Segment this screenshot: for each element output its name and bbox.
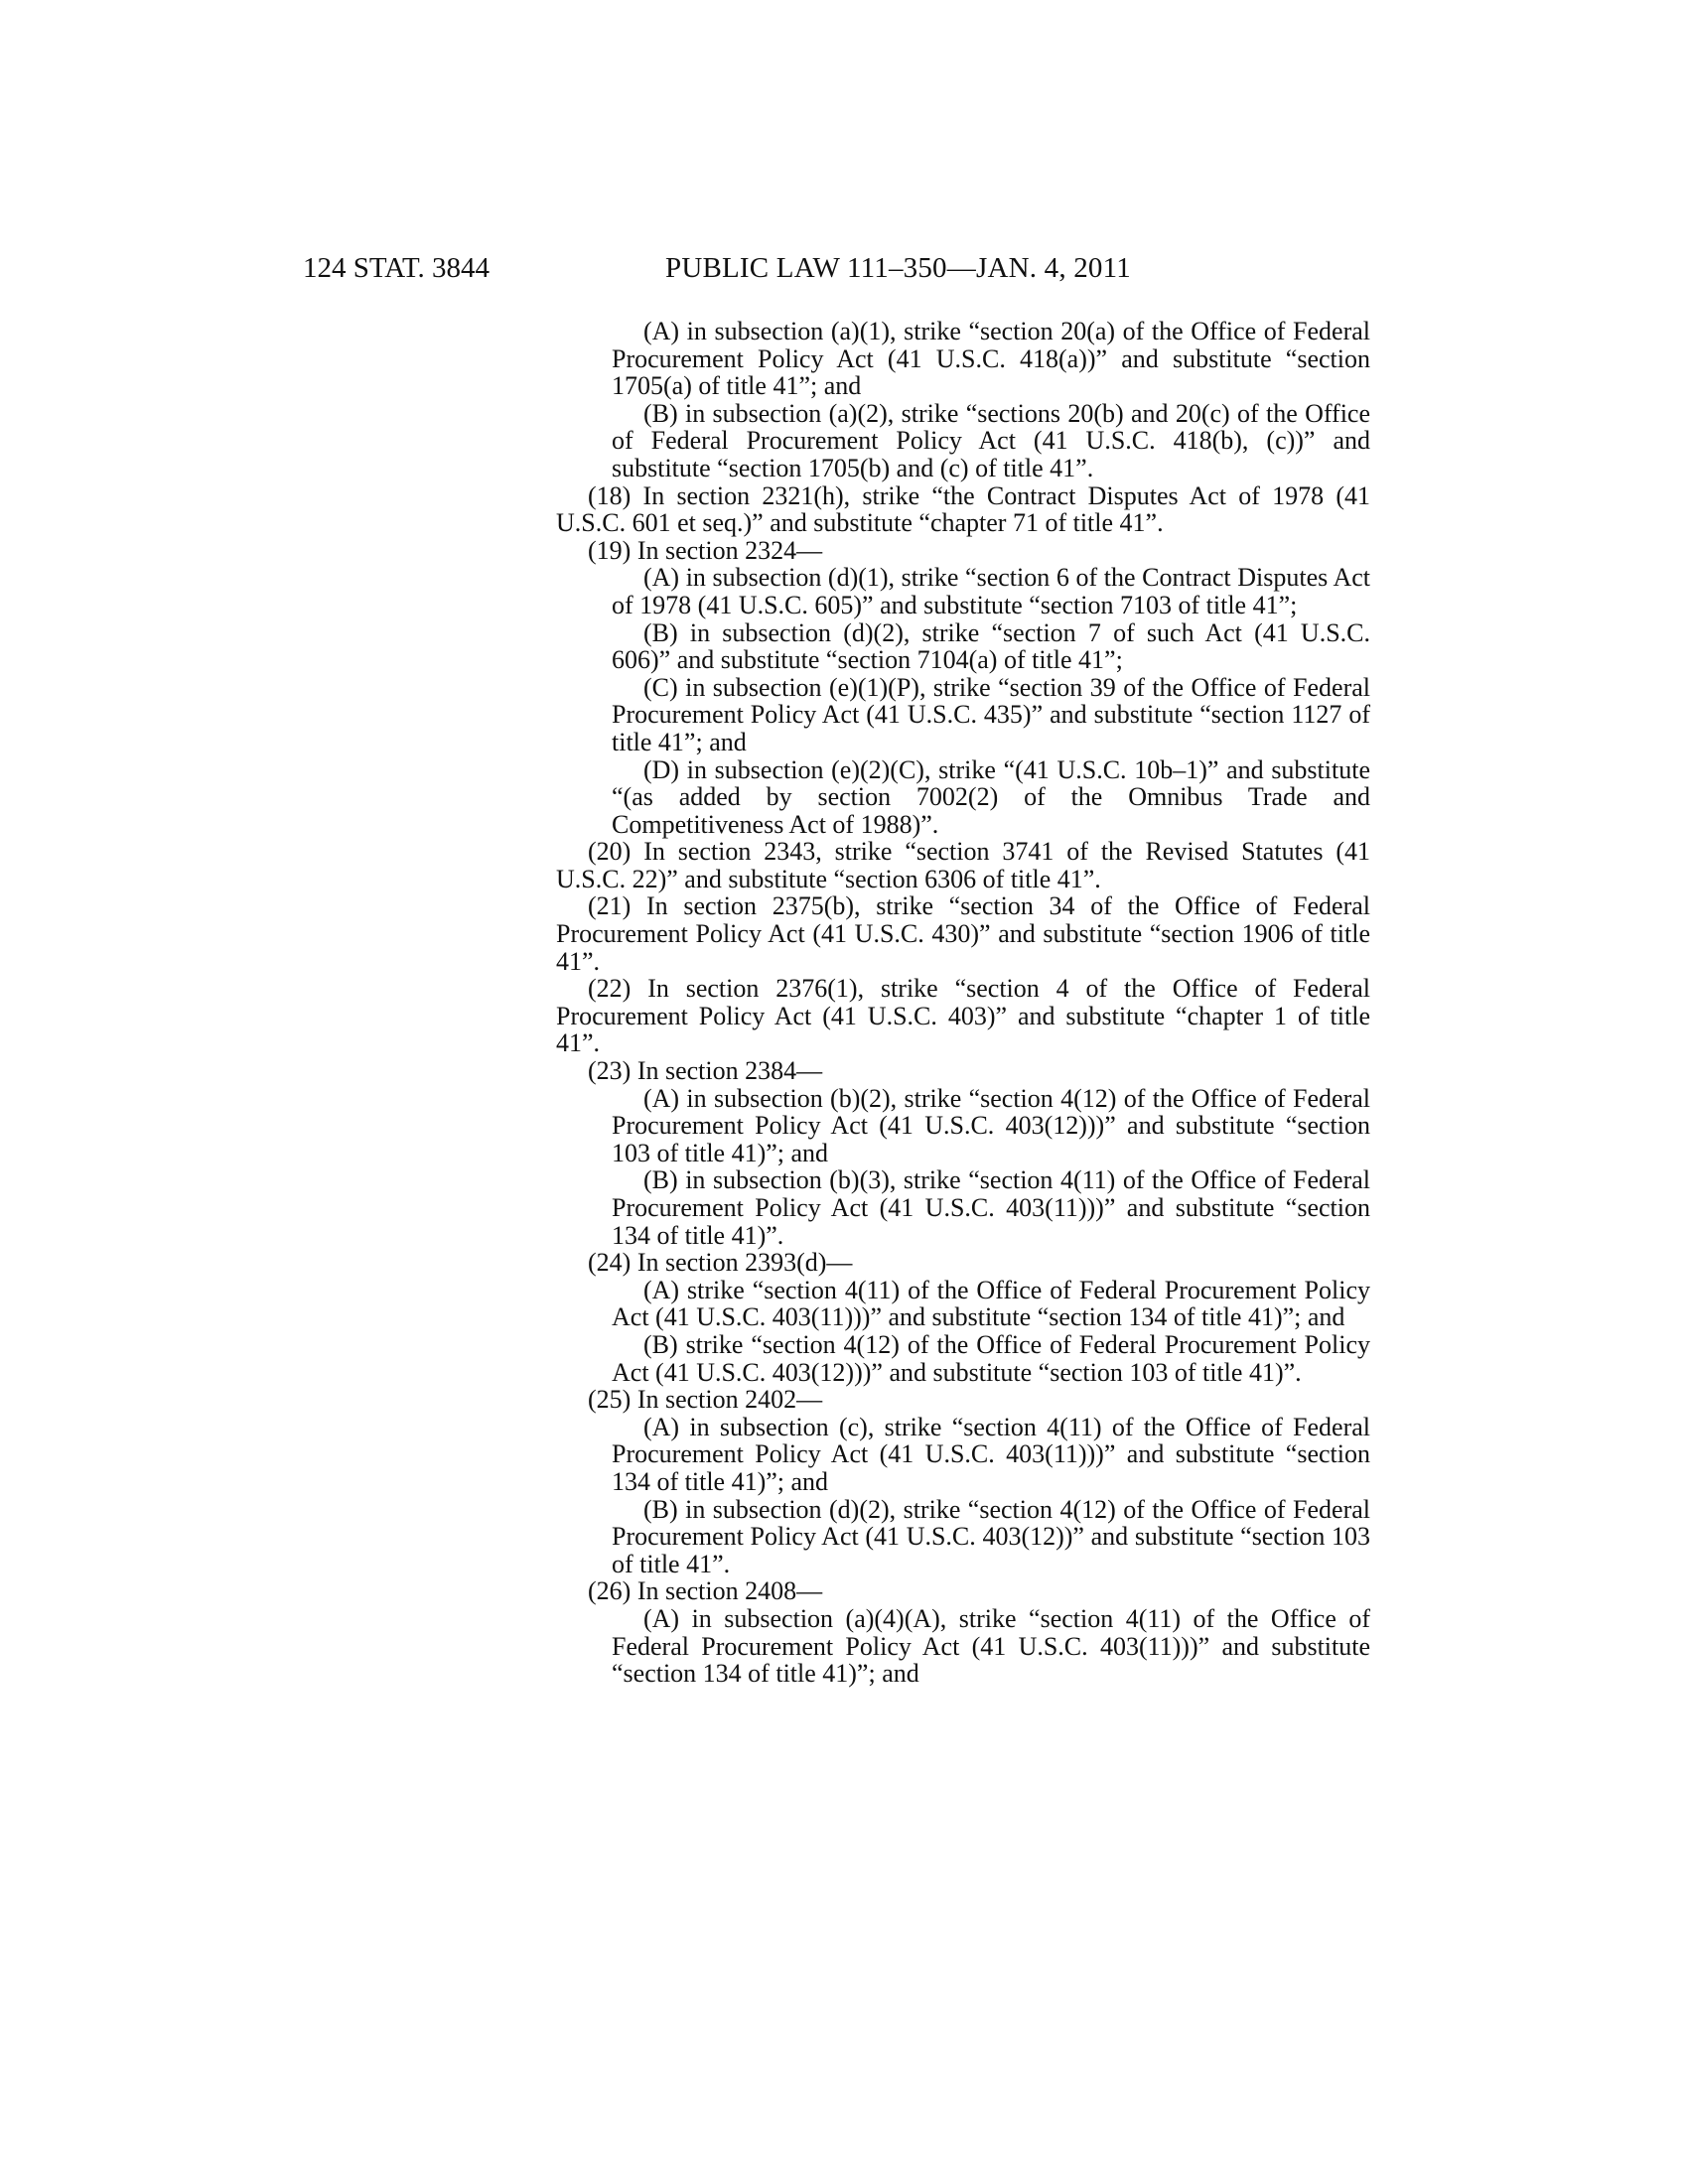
paragraph: (D) in subsection (e)(2)(C), strike “(41 U.S.C. 10b–1)” and substitute “(as added by section 7002(2) of the Omnibus Trade and Competitiveness Act of 1988)”.: [612, 754, 1370, 839]
paragraph: (18) In section 2321(h), strike “the Contract Disputes Act of 1978 (41 U.S.C. 601 et seq.)” and substitute “chapter 71 of title 41”.: [556, 480, 1370, 538]
paragraph: (C) in subsection (e)(1)(P), strike “section 39 of the Office of Federal Procurement Policy Act (41 U.S.C. 435)” and substitute “section 1127 of title 41”; and: [612, 672, 1370, 756]
paragraph: (A) in subsection (a)(1), strike “section 20(a) of the Office of Federal Procurement Policy Act (41 U.S.C. 418(a))” and substitute “section 1705(a) of title 41”; and: [612, 317, 1370, 401]
paragraph: (19) In section 2324—: [588, 535, 823, 565]
paragraph: (B) strike “section 4(12) of the Office of Federal Procurement Policy Act (41 U.S.C. 403(12)))” and substitute “section 103 of title 41)”.: [612, 1329, 1370, 1387]
paragraph: (20) In section 2343, strike “section 3741 of the Revised Statutes (41 U.S.C. 22)” and substitute “section 6306 of title 41”.: [556, 837, 1370, 893]
paragraph: (B) in subsection (a)(2), strike “sections 20(b) and 20(c) of the Office of Federal Procurement Policy Act (41 U.S.C. 418(b), (c))” and substitute “section 1705(b) and (c) of title 41”.: [612, 398, 1370, 482]
page-header: [303, 248, 1370, 288]
paragraph: (A) in subsection (c), strike “section 4(11) of the Office of Federal Procurement Policy Act (41 U.S.C. 403(11)))” and substitute “section 134 of title 41)”; and: [612, 1412, 1370, 1496]
document-body: [556, 318, 1370, 1688]
paragraph: (25) In section 2402—: [588, 1385, 823, 1415]
paragraph: (26) In section 2408—: [588, 1576, 823, 1606]
paragraph: (A) in subsection (b)(2), strike “section 4(12) of the Office of Federal Procurement Policy Act (41 U.S.C. 403(12)))” and substitute “section 103 of title 41)”; and: [612, 1083, 1370, 1167]
paragraph: (A) in subsection (a)(4)(A), strike “section 4(11) of the Office of Federal Procurement Policy Act (41 U.S.C. 403(11)))” and substitute “section 134 of title 41)”; and: [612, 1603, 1370, 1689]
paragraph: (A) in subsection (d)(1), strike “section 6 of the Contract Disputes Act of 1978 (41 U.S.C. 605)” and substitute “section 7103 of title 41”;: [612, 563, 1370, 619]
paragraph: (23) In section 2384—: [588, 1056, 823, 1086]
paragraph: (A) strike “section 4(11) of the Office of Federal Procurement Policy Act (41 U.S.C. 403(11)))” and substitute “section 134 of title 41)”; and: [612, 1275, 1370, 1332]
paragraph: (B) in subsection (b)(3), strike “section 4(11) of the Office of Federal Procurement Policy Act (41 U.S.C. 403(11)))” and substitute “section 134 of title 41)”.: [612, 1165, 1370, 1250]
paragraph: (24) In section 2393(d)—: [588, 1248, 853, 1278]
public-law-title: PUBLIC LAW 111–350—JAN. 4, 2011: [665, 252, 1131, 284]
paragraph: (B) in subsection (d)(2), strike “section 7 of such Act (41 U.S.C. 606)” and substitute “section 7104(a) of title 41”;: [612, 617, 1370, 675]
paragraph: (22) In section 2376(1), strike “section 4 of the Office of Federal Procurement Policy Act (41 U.S.C. 403)” and substitute “chapter 1 of title 41”.: [556, 974, 1370, 1058]
statute-citation: 124 STAT. 3844: [303, 252, 491, 284]
paragraph: (21) In section 2375(b), strike “section 34 of the Office of Federal Procurement Policy Act (41 U.S.C. 430)” and substitute “section 1906 of title 41”.: [556, 891, 1370, 976]
paragraph: (B) in subsection (d)(2), strike “section 4(12) of the Office of Federal Procurement Policy Act (41 U.S.C. 403(12))” and substitute “section 103 of title 41”.: [612, 1494, 1370, 1578]
